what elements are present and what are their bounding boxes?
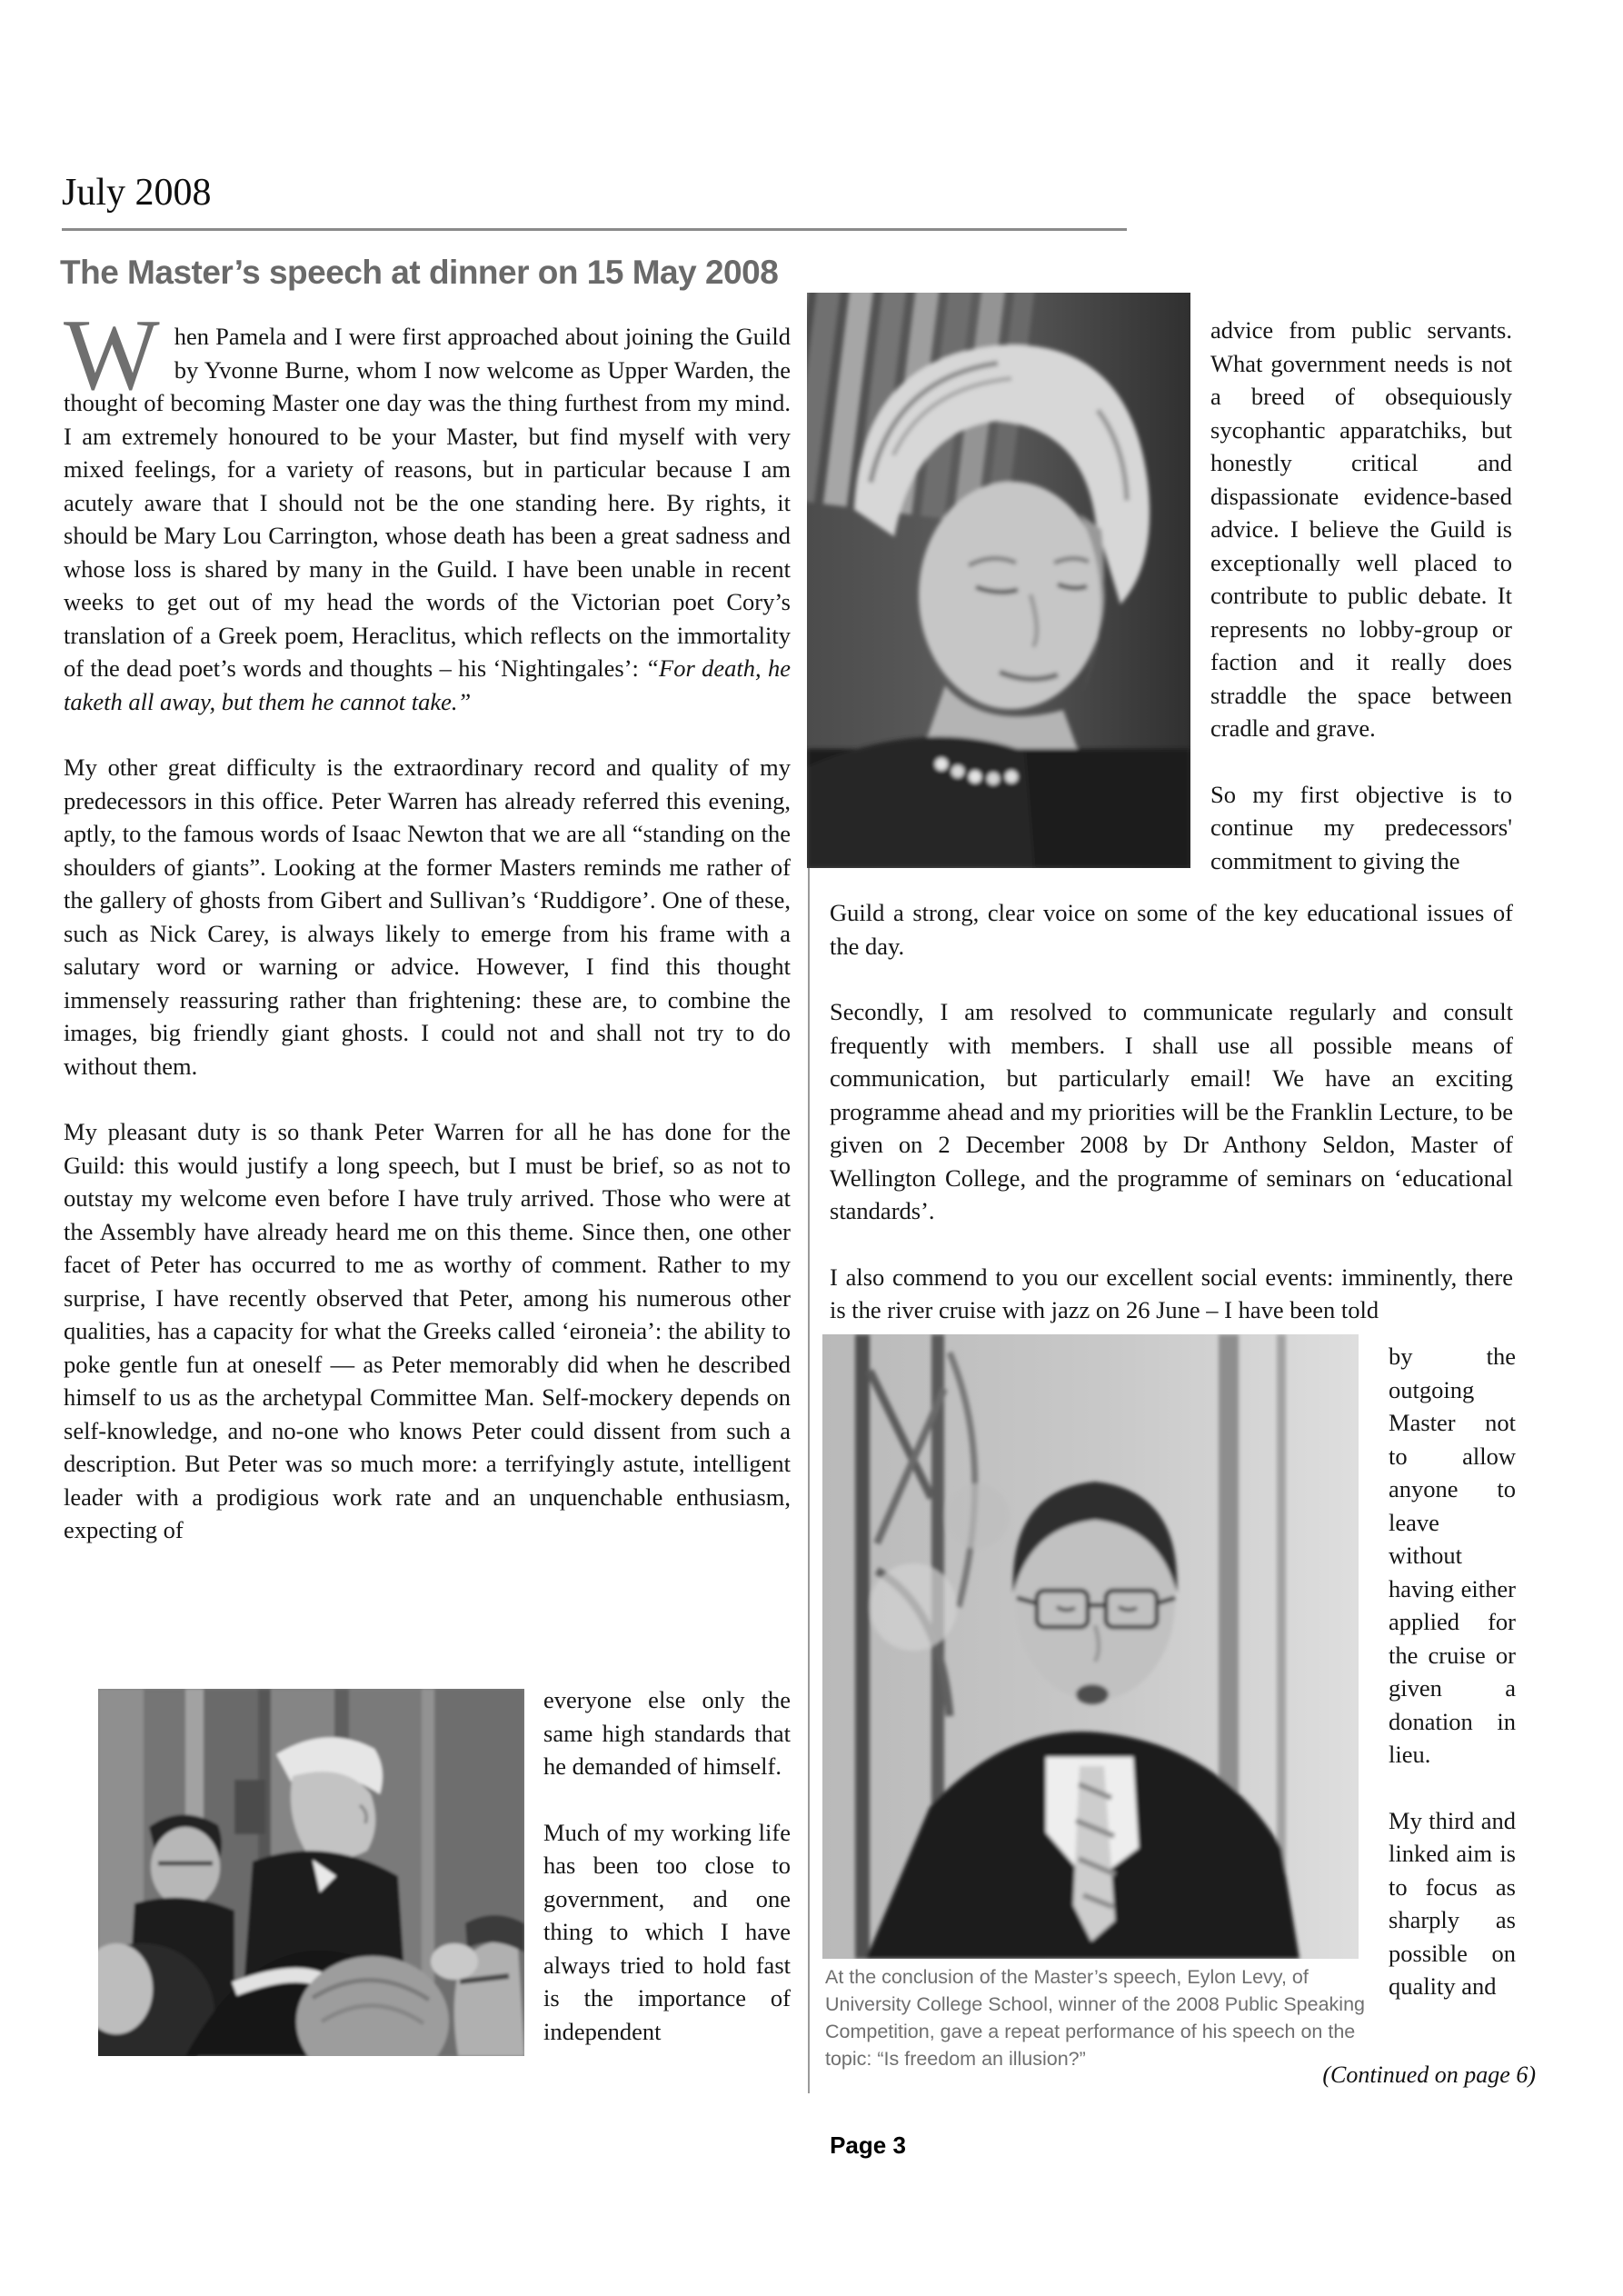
- paragraph-1: [64, 299, 791, 718]
- photo-caption: At the conclusion of the Master’s speech, Eylon Levy, of University College School, winner of the 2008 Public Speaking Competition, gave a repeat performance of his speech on the topic: “Is freedom an illusion?”: [825, 1966, 1365, 2070]
- article-headline: The Master’s speech at dinner on 15 May 2008: [60, 254, 779, 291]
- paragraph-1-text: hen Pamela and I were first approached about joining the Guild by Yvonne Burne, whom I now welcome as Upper Warden, the thought of becoming Master one day was the thing furthest from my mind. I am extremely honoured to be your Master, but find myself with very mixed feelings, for a variety of reasons, but in particular because I am acutely aware that I should not be the one standing here. By rights, it should be Mary Lou Carrington, whose death has been a great sadness and whose loss is shared by many in the Guild. I have been unable in recent weeks to get out of my head the words of the Victorian poet Cory’s translation of a Greek poem, Heraclitus, which reflects on the immortality of the dead poet’s words and thoughts – his ‘Nightingales’:: [64, 323, 791, 682]
- left-man-face: [151, 1827, 220, 1907]
- dinner-audience-image: [98, 1689, 524, 2056]
- paragraph-3: My pleasant duty is so thank Peter Warren for all he has done for the Guild: this would justify a long speech, but I must be brief, so as not to outstay my welcome even before I have truly arrived. Those who were at the Assembly have already heard me on this theme. Since then, one other facet of Peter has occurred to me as worthy of comment. Rather to my surprise, I have recently observed that Peter, among his numerous other qualities, has a capacity for what the Greeks called ‘eironeia’: the ability to poke gentle fun at oneself — as Peter memorably did when he described himself to us as the archetypal Committee Man. Self-mockery depends on self-knowledge, and no-one who knows Peter could dissent from such a description. But Peter was so much more: a terrifyingly astute, intelligent leader with a prodigious work rate and an unquenchable enthusiasm, expecting of: [64, 1118, 791, 1543]
- middle-paragraph-3: I also commend to you our excellent social events: imminently, there is the river cruise with jazz on 26 June – I have been told: [830, 1263, 1513, 1323]
- master-portrait-photo: [807, 293, 1190, 868]
- left-column: [64, 299, 791, 1547]
- right-column: [1210, 314, 1512, 877]
- header-rule: [62, 228, 1127, 231]
- middle-paragraph-2: Secondly, I am resolved to communicate regularly and consult frequently with members. I shall use all possible means of communication, but particularly email! We have an exciting programme ahead and my priorities will be the Franklin Lecture, to be given on 2 December 2008 by Dr Anthony Seldon, Master of Wellington College, and the programme of seminars on ‘educational standards’.: [830, 998, 1513, 1224]
- master-portrait-image: [807, 293, 1190, 868]
- right-column-paragraph-1: advice from public servants. What government needs is not a breed of obsequiously sycophantic apparatchiks, but honestly critical and dispassionate evidence-based advice. I believe the Guild is exceptionally well placed to contribute to public debate. It represents no lobby-group or faction and it really does straddle the space between cradle and grave.: [1210, 316, 1512, 742]
- paragraph-2: My other great difficulty is the extraordinary record and quality of my predecessors in this office. Peter Warren has already referred this evening, aptly, to the famous words of Isaac Newton that we are all “standing on the shoulders of giants”. Looking at the former Masters reminds me rather of the gallery of ghosts from Gibert and Sullivan’s ‘Ruddigore’. One of these, such as Nick Carey, is always likely to emerge from his frame with a salutary word or warning or advice. However, I find this thought immensely reassuring rather than frightening: these are, to combine the images, big friendly giant ghosts. I could not and shall not try to do without them.: [64, 754, 791, 1080]
- side-paragraph-2: My third and linked aim is to focus as sharply as possible on quality and: [1389, 1806, 1516, 2000]
- drop-cap: W: [64, 299, 160, 412]
- issue-date: July 2008: [62, 172, 212, 214]
- paragraph-4: Much of my working life has been too close to government, and one thing to which I have always tried to hold fast is the importance of independent: [543, 1818, 791, 2045]
- middle-paragraph-continued: Guild a strong, clear voice on some of the key educational issues of the day.: [830, 899, 1513, 960]
- right-column-paragraph-2: So my first objective is to continue my predecessors' commitment to giving the: [1210, 780, 1512, 874]
- middle-column: [830, 896, 1513, 1327]
- page-number: Page 3: [830, 2131, 906, 2159]
- column-divider-rule: [808, 866, 810, 2093]
- paragraph-3-continued: everyone else only the same high standards that he demanded of himself.: [543, 1686, 791, 1780]
- speech-winner-image: [822, 1334, 1359, 1959]
- paragraph-1-quote: “For death, he taketh all away, but them he cannot take.”: [64, 654, 791, 715]
- speech-winner-photo: [822, 1334, 1359, 1959]
- man-open-mouth: [1076, 1684, 1109, 1704]
- dinner-audience-photo: [98, 1689, 524, 2056]
- left-wrap-column: [543, 1683, 791, 2048]
- side-paragraph-1: by the outgoing Master not to allow anyone to leave without having either applied for the cruise or given a donation in lieu.: [1389, 1343, 1516, 1768]
- photo-side-column: [1389, 1340, 1516, 2003]
- continued-note: (Continued on page 6): [1322, 2061, 1536, 2088]
